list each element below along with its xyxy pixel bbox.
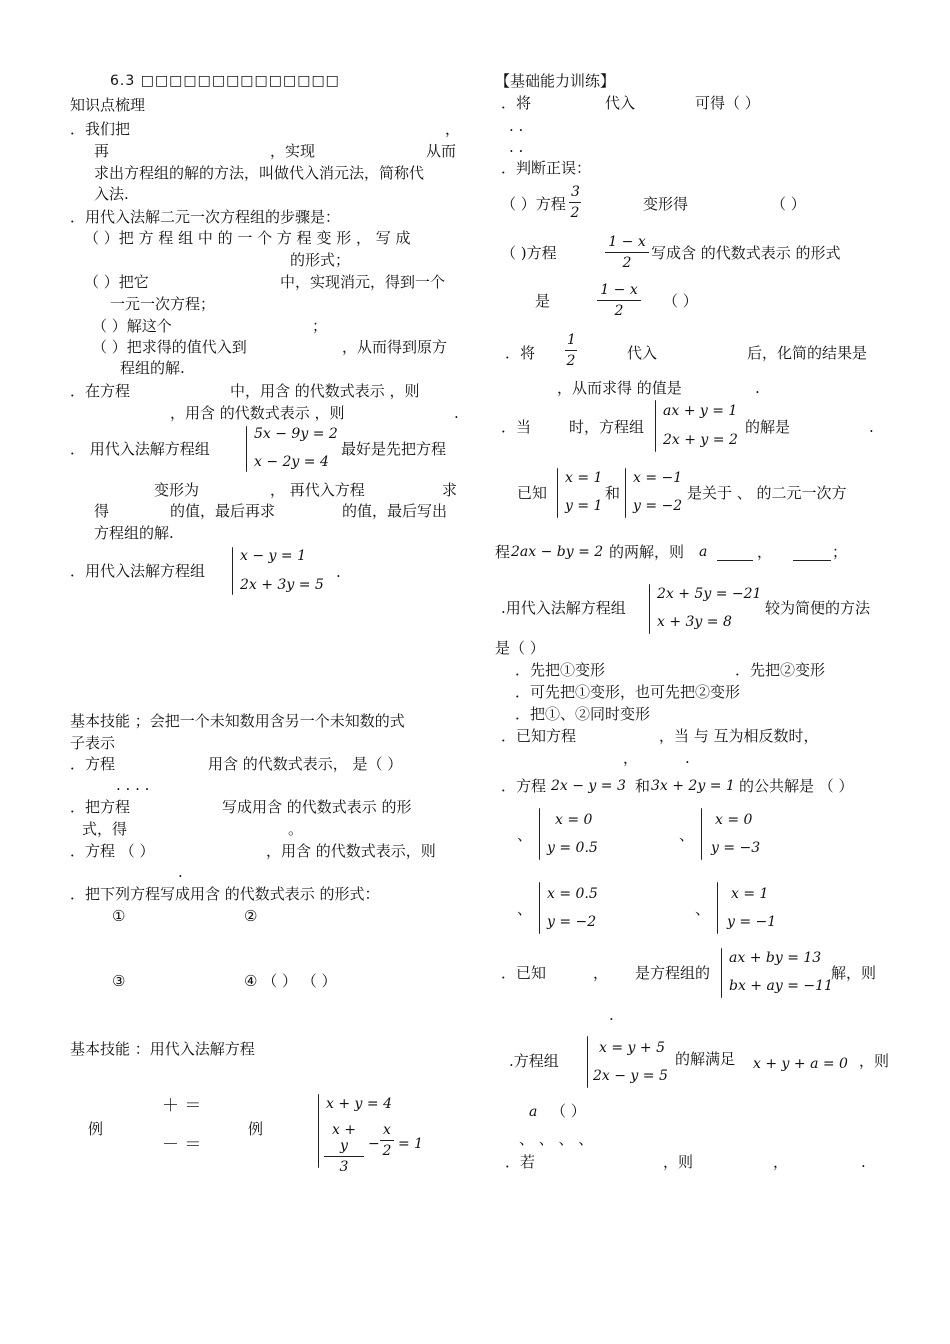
equation: x = 0	[715, 812, 753, 828]
r10-text: （ ）	[551, 1102, 586, 1120]
equation: y = −1	[727, 914, 777, 930]
s1-q2: ．把方程	[70, 798, 131, 816]
equation: x = 1	[731, 886, 769, 902]
q2-step: （ ）解这个	[92, 317, 172, 335]
equation: = 1	[398, 1136, 424, 1152]
q2-step: ；	[312, 317, 328, 335]
r4-text: 时，方程组	[569, 418, 645, 436]
section-title-knowledge: 知识点梳理	[70, 96, 146, 114]
q4-text: ， 再代入方程	[270, 481, 365, 499]
equation: y = −2	[633, 498, 683, 514]
section-title-basic-training: 【基础能力训练】	[495, 72, 616, 90]
r5-text: ；	[832, 543, 848, 561]
equation-brace	[625, 468, 626, 518]
q3-text: ．在方程	[70, 382, 131, 400]
q4-text: 得	[94, 502, 110, 520]
equation-brace	[539, 808, 540, 860]
r2-text: ．判断正误：	[501, 159, 592, 177]
r4-text: 的解是	[745, 418, 791, 436]
s1-q1: ．方程	[70, 755, 116, 773]
equation: y = 1	[565, 498, 603, 514]
q2-step: 一元一次方程；	[110, 295, 216, 313]
fraction	[324, 1122, 364, 1175]
r7-text: ，当 与 互为相反数时，	[659, 727, 819, 745]
equation: 2ax − by = 2	[511, 544, 604, 560]
equation: 2x + 5y = −21	[657, 586, 762, 602]
q4-text: 的值，最后写出	[342, 502, 448, 520]
q2-step: （ ）把求得的值代入到	[92, 338, 247, 356]
q5-text: .	[336, 563, 341, 581]
fraction	[597, 282, 641, 319]
operator: −	[368, 1136, 380, 1152]
fraction	[605, 234, 649, 271]
fraction-numerator: x + y	[324, 1122, 364, 1157]
q1-text: ．我们把	[70, 120, 131, 138]
fraction-numerator: x	[380, 1122, 394, 1141]
q4-text: 的值，最后再求	[170, 502, 276, 520]
r5-text: 是关于 、 的二元一次方	[687, 484, 847, 502]
q2-step: ，从而得到原方	[342, 338, 448, 356]
right-column	[495, 0, 905, 1344]
r8-text: ．方程	[501, 777, 547, 795]
r6-text: 较为简便的方法	[765, 599, 871, 617]
q2-step: 中，实现消元，得到一个	[280, 273, 446, 291]
r2-item: （ ）方程	[501, 195, 566, 213]
r11-text: ．若	[505, 1153, 536, 1171]
q2-step: （ ）把它	[84, 273, 149, 291]
answer-blank	[793, 560, 831, 561]
equation: x = −1	[633, 470, 683, 486]
option-separator: 、	[517, 900, 533, 918]
q3-text: ，用含 的代数式表示 ，则	[170, 404, 345, 422]
q4-text: 方程组的解.	[94, 524, 174, 542]
equation-brace	[655, 400, 656, 452]
r9-text: 解，则	[831, 964, 877, 982]
s1-q4-item: ③	[112, 972, 126, 990]
r7-text: ．已知方程	[501, 727, 577, 745]
equation-brace	[721, 948, 722, 998]
equation: ax + by = 13	[729, 950, 822, 966]
variable: a	[529, 1104, 538, 1120]
s1-q4-item: ①	[112, 907, 126, 925]
fraction-numerator: 1 − x	[605, 234, 649, 253]
r11-text: ，则	[663, 1153, 694, 1171]
q1-text: ，	[445, 120, 461, 138]
r2-item: （ ）	[771, 195, 806, 213]
r9-text: .	[609, 1006, 614, 1024]
left-column	[70, 0, 470, 1344]
fraction-denominator: 2	[382, 1143, 392, 1159]
equation-brace	[587, 1036, 588, 1088]
r11-text: ，	[773, 1153, 789, 1171]
r5-text: 和	[605, 484, 621, 502]
r1-options: . .	[509, 138, 524, 156]
equation: 2x − y = 3	[551, 778, 626, 794]
equation: x + 3y = 8	[657, 614, 732, 630]
q1-text: 入法.	[94, 185, 129, 203]
equation: 3x + 2y = 1	[651, 778, 735, 794]
r2-item: 变形得	[643, 195, 689, 213]
fraction	[569, 184, 581, 221]
equation: x = 1	[565, 470, 603, 486]
r10-text: .方程组	[509, 1052, 559, 1070]
r10-options: 、 、 、 、	[519, 1130, 594, 1148]
answer-blank	[717, 560, 753, 561]
r7-text: ，	[623, 749, 639, 767]
fraction-denominator: 2	[622, 255, 632, 271]
q2-text: ．用代入法解二元一次方程组的步骤是：	[70, 208, 341, 226]
equation-brace	[539, 882, 540, 934]
equation: ax + y = 1	[663, 403, 738, 419]
r9-text: ，	[593, 964, 609, 982]
r6-option: ．先把①变形	[515, 661, 606, 679]
option-separator: 、	[679, 826, 695, 844]
s1-q1-options: . . . .	[116, 776, 150, 794]
r3-text: 代入	[627, 344, 658, 362]
equation-brace	[717, 882, 718, 934]
fraction-denominator: 2	[614, 303, 624, 319]
example-ops: ＋ ＝	[162, 1096, 202, 1116]
q4-text: 最好是先把方程	[341, 440, 447, 458]
q4-text: ． 用代入法解方程组	[70, 440, 210, 458]
fraction-denominator: 2	[566, 353, 576, 369]
r9-text: 是方程组的	[635, 964, 711, 982]
q2-step: 程组的解.	[120, 359, 185, 377]
variable: a	[699, 544, 708, 560]
equation-brace	[557, 468, 558, 518]
fraction-numerator: 1 − x	[597, 282, 641, 301]
r8-text: 的公共解是 （ ）	[739, 777, 854, 795]
equation-brace	[232, 547, 233, 595]
q1-text: 再	[94, 142, 110, 160]
equation: y = −3	[711, 840, 761, 856]
equation: 5x − 9y = 2	[254, 426, 338, 442]
example-label: 例	[248, 1120, 264, 1138]
r5-text: ，	[757, 543, 773, 561]
equation: 2x + y = 2	[663, 432, 738, 448]
skill1-heading: 子表示	[70, 734, 116, 752]
r2-item: （ ）	[663, 292, 698, 310]
r6-text: .用代入法解方程组	[501, 599, 626, 617]
r3-text: ．将	[505, 344, 536, 362]
q1-text: 从而	[426, 142, 457, 160]
example-label: 例	[88, 1120, 104, 1138]
r9-text: ．已知	[501, 964, 547, 982]
r1-options: . .	[509, 117, 524, 135]
r10-text: 的解满足	[675, 1050, 736, 1068]
option-separator: 、	[517, 826, 533, 844]
equation: x = 0	[555, 812, 593, 828]
fraction-denominator: 2	[570, 205, 580, 221]
r2-item: 是	[535, 292, 551, 310]
r6-option: ．把①、②同时变形	[515, 705, 651, 723]
q3-text: .	[454, 404, 459, 422]
q5-text: ．用代入法解方程组	[70, 562, 206, 580]
s1-q4-item: ②	[244, 907, 258, 925]
equation: y = 0.5	[547, 840, 598, 856]
r5-text: 程	[495, 543, 511, 561]
s1-q3: ，用含 的代数式表示，则	[266, 842, 436, 860]
equation: x = 0.5	[547, 886, 598, 902]
equation: x + y = 4	[326, 1096, 392, 1112]
s1-q2: 。	[288, 820, 304, 838]
r4-text: .	[869, 418, 874, 436]
r6-text: 是（ ）	[495, 639, 545, 657]
s1-q3: .	[178, 863, 183, 881]
fraction-numerator: 3	[569, 184, 581, 203]
option-separator: 、	[695, 900, 711, 918]
equation-brace	[246, 426, 247, 472]
s1-q2: 式，得	[82, 820, 128, 838]
s1-q1: 用含 的代数式表示， 是（ ）	[208, 755, 403, 773]
r2-item: （ )方程	[501, 244, 557, 262]
equation: x = y + 5	[599, 1040, 665, 1056]
r5-text: 的两解，则	[609, 543, 685, 561]
q4-text: 求	[442, 481, 458, 499]
equation: x − y = 1	[240, 548, 306, 564]
q4-text: 变形为	[154, 481, 200, 499]
fraction	[565, 332, 577, 369]
equation: bx + ay = −11	[729, 978, 833, 994]
document-title: 6.3 □□□□□□□□□□□□□□	[110, 73, 340, 89]
r10-text: ，则	[859, 1052, 890, 1070]
equation-brace	[701, 808, 702, 860]
skill2-heading: 基本技能 ：用代入法解方程	[70, 1040, 255, 1058]
fraction	[380, 1122, 394, 1159]
q1-text: 求出方程组的解的方法，叫做代入消元法，简称代	[94, 164, 425, 182]
r5-text: 已知	[517, 484, 548, 502]
q2-step: 的形式；	[290, 251, 351, 269]
r8-text: 和	[635, 777, 651, 795]
example-ops: － ＝	[162, 1135, 202, 1155]
equation-brace	[318, 1094, 319, 1168]
s1-q3: ．方程 （ ）	[70, 842, 155, 860]
r3-text: .	[755, 379, 760, 397]
r1-text: 代入	[605, 94, 636, 112]
equation: 2x − y = 5	[593, 1068, 668, 1084]
equation: x + y + a = 0	[753, 1056, 848, 1072]
r3-text: ，从而求得 的值是	[557, 379, 682, 397]
skill1-heading: 基本技能 ；会把一个未知数用含另一个未知数的式	[70, 712, 405, 730]
fraction-numerator: 1	[565, 332, 577, 351]
equation: x − 2y = 4	[254, 454, 329, 470]
q1-text: ，实现	[270, 142, 316, 160]
r4-text: ．当	[501, 418, 532, 436]
equation: 2x + 3y = 5	[240, 577, 324, 593]
r6-option: ．可先把①变形，也可先把②变形	[515, 683, 741, 701]
q3-text: 中，用含 的代数式表示 ，则	[230, 382, 420, 400]
r1-text: 可得（ ）	[695, 94, 760, 112]
r2-item: 写成含 的代数式表示 的形式	[651, 244, 841, 262]
r11-text: .	[861, 1153, 866, 1171]
q2-step: （ ）把 方 程 组 中 的 一 个 方 程 变 形 ， 写 成	[84, 229, 411, 247]
equation: y = −2	[547, 914, 597, 930]
fraction-denominator: 3	[339, 1159, 349, 1175]
r1-text: ．将	[501, 94, 532, 112]
s1-q4: ．把下列方程写成用含 的代数式表示 的形式：	[70, 885, 380, 903]
r6-option: ．先把②变形	[735, 661, 826, 679]
r3-text: 后，化简的结果是	[747, 344, 868, 362]
s1-q2: 写成用含 的代数式表示 的形	[222, 798, 412, 816]
s1-q4-item: ④ （ ） （ ）	[244, 972, 337, 990]
equation-brace	[649, 584, 650, 634]
r7-text: .	[685, 749, 690, 767]
